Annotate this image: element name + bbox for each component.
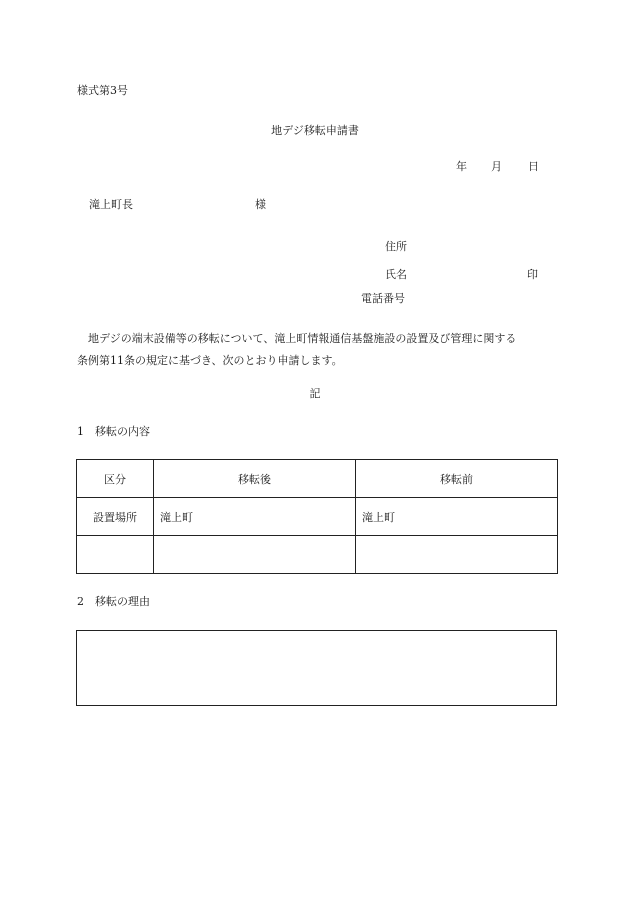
cell-installation-location-label: 設置場所 — [77, 498, 154, 536]
ki-heading: 記 — [309, 387, 321, 400]
cell-after-location[interactable]: 滝上町 — [154, 498, 356, 536]
section-1-heading: 1 移転の内容 — [77, 425, 150, 438]
application-body — [77, 328, 557, 372]
document-title: 地デジ移転申請書 — [271, 124, 359, 137]
cell-empty-after[interactable] — [154, 536, 356, 574]
section-2-heading: 2 移転の理由 — [77, 595, 150, 608]
header-category: 区分 — [77, 460, 154, 498]
applicant-address-label: 住所 — [385, 240, 407, 253]
applicant-phone-label: 電話番号 — [361, 292, 405, 305]
table-row — [77, 536, 558, 574]
date-month-label: 月 — [491, 160, 502, 173]
table-row — [77, 498, 558, 536]
cell-before-location[interactable]: 滝上町 — [356, 498, 558, 536]
header-after-move: 移転後 — [154, 460, 356, 498]
relocation-table — [76, 459, 558, 574]
cell-empty-before[interactable] — [356, 536, 558, 574]
table-header-row — [77, 460, 558, 498]
header-before-move: 移転前 — [356, 460, 558, 498]
addressee-name: 滝上町長 — [89, 198, 133, 211]
date-day-label: 日 — [528, 160, 539, 173]
seal-label: 印 — [527, 268, 538, 281]
body-line-2: 条例第11条の規定に基づき、次のとおり申請します。 — [77, 354, 343, 367]
form-number: 様式第3号 — [77, 84, 128, 97]
cell-empty-label[interactable] — [77, 536, 154, 574]
reason-box[interactable] — [76, 630, 557, 706]
addressee-honorific: 様 — [255, 198, 266, 211]
applicant-name-label: 氏名 — [385, 268, 407, 281]
body-line-1: 地デジの端末設備等の移転について、滝上町情報通信基盤施設の設置及び管理に関する — [88, 332, 517, 345]
date-year-label: 年 — [456, 160, 467, 173]
